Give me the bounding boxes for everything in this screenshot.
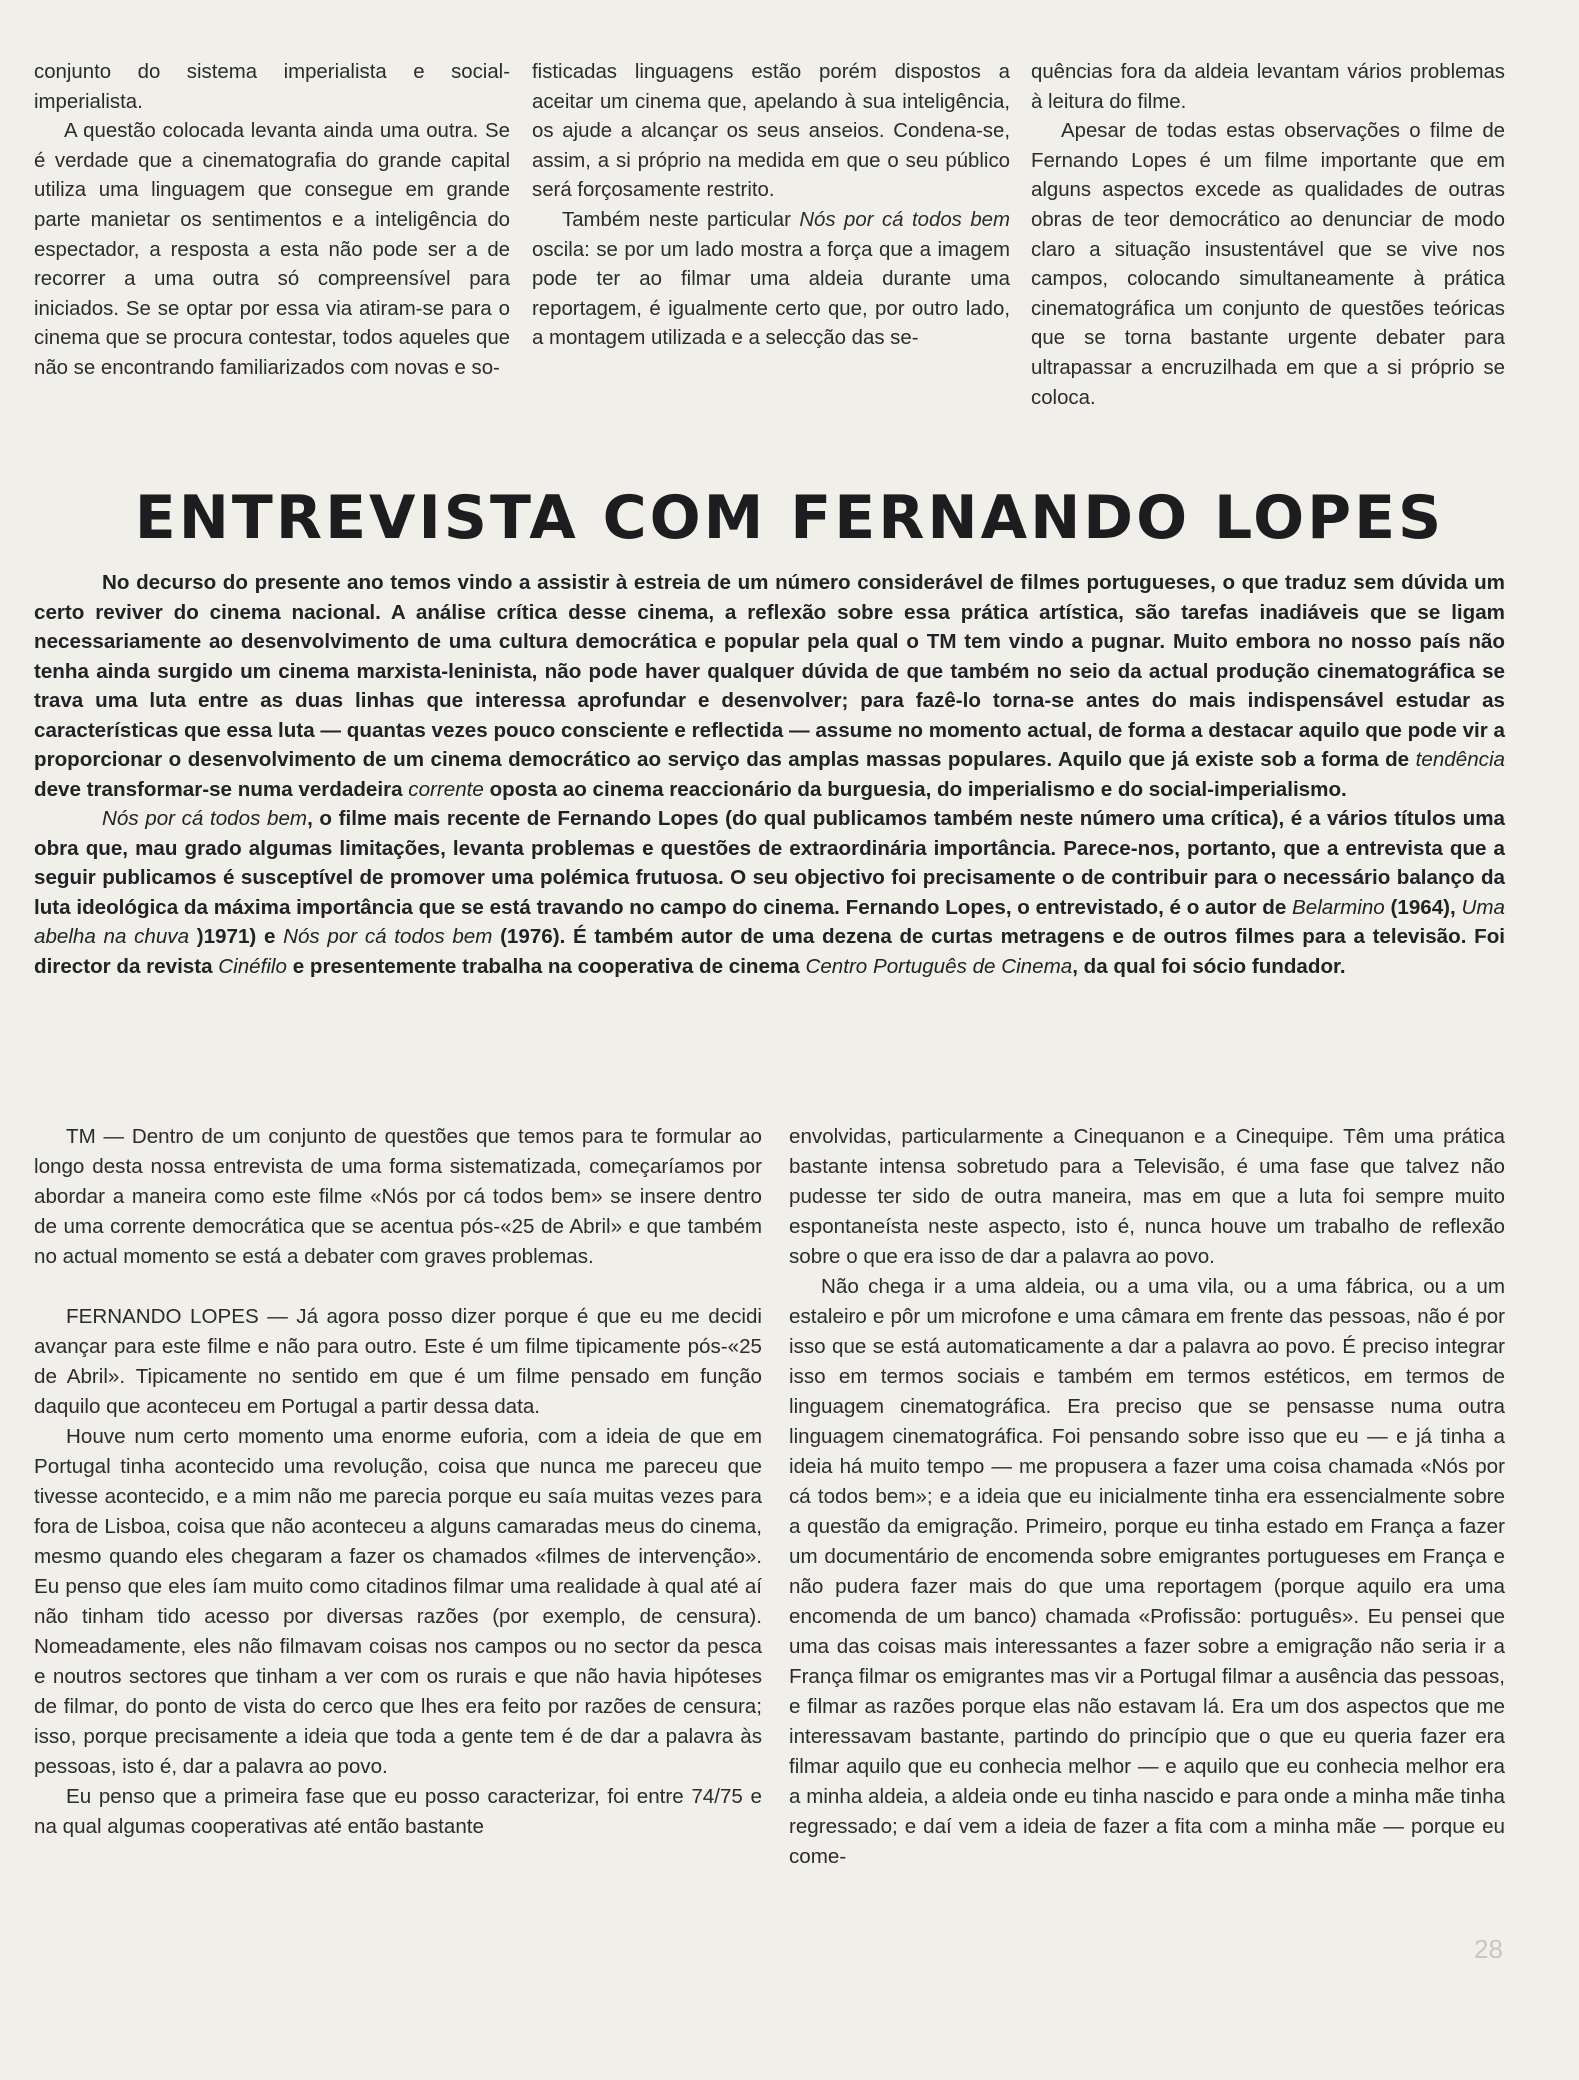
cooperative-name: Centro Português de Cinema (805, 954, 1073, 978)
text-span: (1976). É também autor de uma dezena de curtas metragens e de outros filmes para a televisão. Foi director da revista (34, 925, 1505, 978)
paragraph: conjunto do sistema imperialista e social-imperialista. (34, 61, 510, 113)
emphasis: corrente (408, 777, 484, 801)
text-span: )1971) e (189, 925, 284, 948)
film-title: Nós por cá todos bem (102, 807, 308, 830)
film-title: Nós por cá todos bem (799, 208, 1010, 231)
interview-column-left (34, 1122, 762, 1842)
page-number: 28 (1474, 1934, 1503, 1964)
text-span: oscila: se por um lado mostra a força que a imagem pode ter ao filmar uma aldeia durante uma reportagem, é igualmente certo que, por outro lado, a montagem utilizada e a selecção das se- (532, 238, 1010, 350)
question-paragraph: TM — Dentro de um conjunto de questões que temos para te formular ao longo desta nossa entrevista de uma forma sistematizada, começaríamos por abordar a maneira como este filme «Nós por cá todos bem» se insere dentro de uma corrente democrática que se acentua pós-«25 de Abril» e que também no actual momento se está a debater com graves problemas. (34, 1125, 762, 1268)
film-title: Nós por cá todos bem (283, 925, 493, 948)
magazine-title: Cinéfilo (218, 954, 287, 978)
paragraph: Apesar de todas estas observações o filme de Fernando Lopes é um filme importante que em alguns aspectos excede as qualidades de outras obras de teor democrático ao denunciar de modo claro a situação insustentável que se vive nos campos, colocando simultaneamente à prática cinematográfica um conjunto de questões teóricas que se torna bastante urgente debater para ultrapassar a encruzilhada em que a si próprio se coloca. (1031, 120, 1505, 409)
paragraph: A questão colocada levanta ainda uma outra. Se é verdade que a cinematografia do grande capital utiliza uma linguagem que consegue em grande parte manietar os sentimentos e a inteligência do espectador, a resposta a esta não pode ser a de recorrer a uma outra só compreensível para iniciados. Se se optar por essa via atiram-se para o cinema que se procura contestar, todos aqueles que não se encontrando familiarizados com novas e so- (34, 120, 510, 379)
answer-paragraph: Eu penso que a primeira fase que eu posso caracterizar, foi entre 74/75 e na qual algumas cooperativas até então bastante (34, 1785, 762, 1838)
film-title: Uma abelha na chuva (34, 895, 1505, 948)
text-span: No decurso do presente ano temos vindo a assistir à estreia de um número considerável de filmes portugueses, o que traduz sem dúvida um certo reviver do cinema nacional. A análise crítica desse cinema, a reflexão sobre essa prática artística, são tarefas inadiáveis que se ligam necessariamente ao desenvolvimento de uma cultura democrática e popular pela qual o TM tem vindo a pugnar. Muito embora no nosso país não tenha ainda surgido um cinema marxista-leninista, não pode haver qualquer dúvida de que também no seio da actual produção cinematográfica se trava uma luta entre as duas linhas que interessa aprofundar e desenvolver; para fazê-lo torna-se antes do mais indispensável estudar as características que essa luta — quantas vezes pouco consciente e reflectida — assume no momento actual, de forma a destacar aquilo que pode vir a proporcionar o desenvolvimento de um cinema democrático ao serviço das amplas massas populares. Aquilo que já existe sob a forma de (34, 571, 1505, 771)
text-span: e presentemente trabalha na cooperativa de cinema (286, 954, 806, 978)
text-span: , o filme mais recente de Fernando Lopes (do qual publicamos também neste número uma crítica), é a vários títulos uma obra que, mau grado algumas limitações, levanta problemas e questões de extraordinária importância. Parece-nos, portanto, que a entrevista que a seguir publicamos é susceptível de promover uma polémica frutuosa. O seu objectivo foi precisamente o de contribuir para o necessário balanço da luta ideológica da máxima importância que se está travando no campo do cinema. Fernando Lopes, o entrevistado, é o autor de (34, 807, 1505, 919)
article-intro (34, 568, 1505, 981)
answer-paragraph: envolvidas, particularmente a Cinequanon e a Cinequipe. Têm uma prática bastante intensa sobretudo para a Televisão, é uma fase que talvez não pudesse ter sido de outra maneira, mas em que a luta foi sempre muito espontaneísta neste aspecto, isto é, nunca houve um trabalho de reflexão sobre o que era isso de dar a palavra ao povo. (789, 1125, 1505, 1268)
answer-paragraph: Houve num certo momento uma enorme euforia, com a ideia de que em Portugal tinha acontecido uma revolução, coisa que nunca me pareceu que tivesse acontecido, e a mim não me parecia porque eu saía muitas vezes para fora de Lisboa, coisa que não aconteceu a alguns camaradas meus do cinema, mesmo quando eles chegaram a fazer os chamados «filmes de intervenção». Eu penso que eles íam muito como citadinos filmar uma realidade à qual até aí não tinham tido acesso por diversas razões (por exemplo, de censura). Nomeadamente, eles não filmavam coisas nos campos ou no sector da pesca e noutros sectores que tinham a ver com os rurais e que não havia hipóteses de filmar, do ponto de vista do cerco que lhes era feito por razões de censura; isso, porque precisamente a ideia que toda a gente tem é de dar a palavra às pessoas, isto é, dar a palavra ao povo. (34, 1425, 762, 1778)
text-span: , da qual foi sócio fundador. (1072, 954, 1346, 978)
text-span: Também neste particular (562, 208, 791, 231)
paragraph: quências fora da aldeia levantam vários problemas à leitura do filme. (1031, 61, 1505, 113)
top-column-1 (34, 58, 510, 384)
paragraph: fisticadas linguagens estão porém dispostos a aceitar um cinema que, apelando à sua inteligência, os ajude a alcançar os seus anseios. Condena-se, assim, a si próprio na medida em que o seu público será forçosamente restrito. (532, 61, 1010, 202)
text-span: deve transformar-se numa verdadeira (34, 777, 409, 801)
interview-column-right (789, 1122, 1505, 1872)
text-span: oposta ao cinema reaccionário da burguesia, do imperialismo e do social-imperialismo. (483, 777, 1347, 801)
film-title: Belarmino (1292, 895, 1385, 919)
intro-paragraph (34, 804, 1505, 981)
paragraph (532, 206, 1010, 354)
top-column-2 (532, 58, 1010, 354)
intro-paragraph (34, 568, 1505, 804)
text-span: (1964), (1384, 895, 1462, 919)
top-column-3 (1031, 58, 1505, 413)
answer-paragraph: FERNANDO LOPES — Já agora posso dizer porque é que eu me decidi avançar para este filme e não para outro. Este é um filme tipicamente pós-«25 de Abril». Tipicamente no sentido em que é um filme pensado em função daquilo que aconteceu em Portugal a partir dessa data. (34, 1305, 762, 1418)
emphasis: tendência (1415, 748, 1505, 771)
answer-paragraph: Não chega ir a uma aldeia, ou a uma vila, ou a uma fábrica, ou a um estaleiro e pôr um microfone e uma câmara em frente das pessoas, não é por isso que se está automaticamente a dar a palavra ao povo. É preciso integrar isso em termos sociais e também em termos estéticos, em termos de linguagem cinematográfica. Era preciso que se pensasse numa outra linguagem cinematográfica. Foi pensando sobre isso que eu — e já tinha a ideia há muito tempo — me propusera a fazer uma coisa chamada «Nós por cá todos bem»; e a ideia que eu inicialmente tinha era essencialmente sobre a questão da emigração. Primeiro, porque eu tinha estado em França a fazer um documentário de encomenda sobre emigrantes portugueses em França e não pudera fazer mais do que uma reportagem (porque aquilo era uma encomenda de um banco) chamada «Profissão: português». Eu pensei que uma das coisas mais interessantes a fazer sobre a emigração não seria ir a França filmar os emigrantes mas vir a Portugal filmar a ausência das pessoas, e filmar as razões porque elas não estavam lá. Era um dos aspectos que me interessavam bastante, partindo do princípio que o que eu queria fazer era filmar aquilo que eu conhecia melhor — e aquilo que eu conhecia melhor era a minha aldeia, a aldeia onde eu tinha nascido e para onde a minha mãe tinha regressado; e daí vem a ideia de fazer a fita com a minha mãe — porque eu come- (789, 1275, 1505, 1868)
article-headline: ENTREVISTA COM FERNANDO LOPES (134, 483, 1445, 553)
